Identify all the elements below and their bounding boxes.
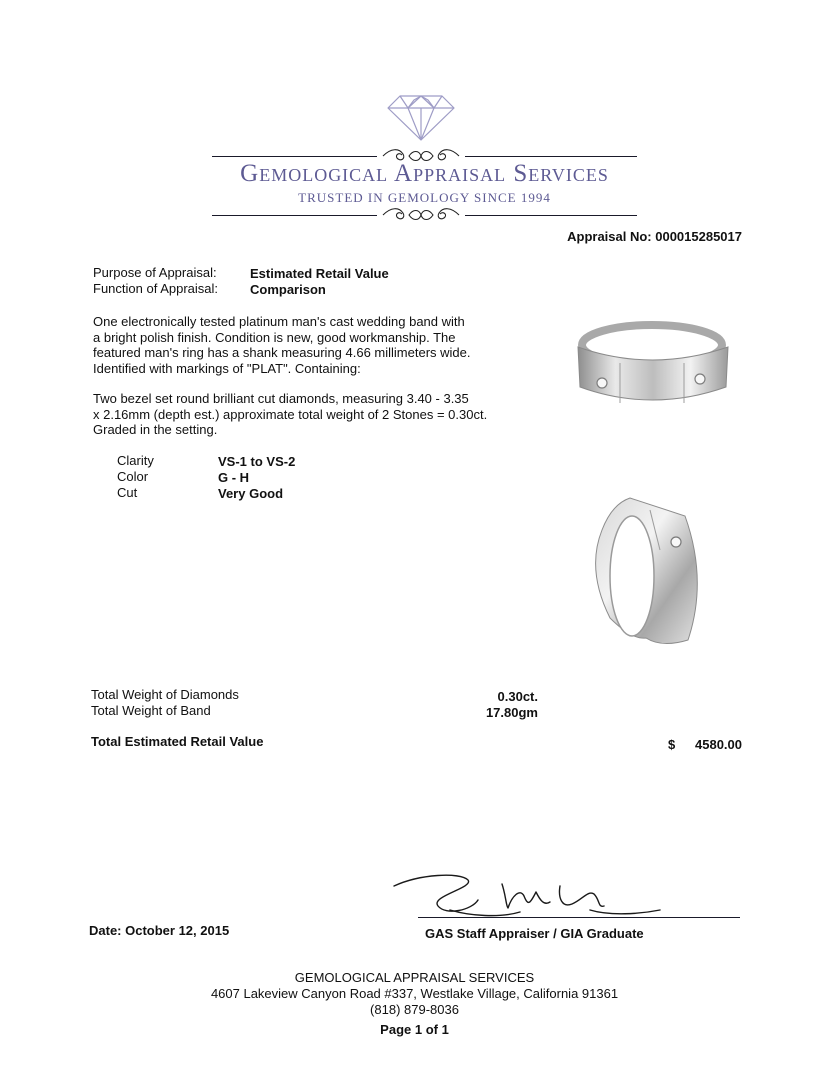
diamond-icon	[386, 94, 456, 142]
function-value: Comparison	[250, 282, 326, 297]
item-description	[93, 314, 523, 376]
purpose-label: Purpose of Appraisal:	[93, 265, 217, 280]
description-line: featured man's ring has a shank measuring 4.66 millimeters wide.	[93, 345, 471, 360]
clarity-label: Clarity	[117, 453, 154, 468]
header-rule-bottom-left	[212, 215, 377, 216]
page-number: Page 1 of 1	[380, 1022, 449, 1037]
purpose-value: Estimated Retail Value	[250, 266, 389, 281]
header-rule-left	[212, 156, 377, 157]
ring-photo-angle	[580, 490, 720, 650]
clarity-value: VS-1 to VS-2	[218, 454, 296, 469]
appraisal-date: Date: October 12, 2015	[89, 923, 230, 938]
ring-photo-front	[560, 315, 745, 415]
description-line: One electronically tested platinum man's cast wedding band with	[93, 314, 465, 329]
total-value-label: Total Estimated Retail Value	[91, 734, 264, 749]
description-line: Identified with markings of "PLAT". Containing:	[93, 360, 361, 376]
footer	[0, 970, 829, 1038]
stone-line: x 2.16mm (depth est.) approximate total weight of 2 Stones = 0.30ct.	[93, 406, 488, 422]
footer-address: 4607 Lakeview Canyon Road #337, Westlake Village, California 91361	[210, 986, 619, 1001]
header-rule-right	[465, 156, 637, 157]
stone-description	[93, 391, 533, 438]
color-label: Color	[117, 469, 149, 484]
diamond-weight-value: 0.30ct.	[497, 689, 538, 704]
cut-label: Cut	[117, 485, 138, 500]
header-rule-bottom-right	[465, 215, 637, 216]
company-name: Gemological Appraisal Services	[240, 160, 609, 187]
stone-line: Two bezel set round brilliant cut diamonds, measuring 3.40 - 3.35	[93, 391, 469, 406]
color-value: G - H	[218, 470, 250, 485]
function-label: Function of Appraisal:	[93, 281, 219, 296]
total-value-amount: 4580.00	[695, 737, 742, 752]
scroll-ornament-bottom-icon	[381, 205, 461, 225]
footer-company: GEMOLOGICAL APPRAISAL SERVICES	[294, 970, 535, 985]
signature-line	[418, 917, 740, 918]
appraisal-number: Appraisal No: 000015285017	[567, 229, 742, 244]
appraiser-title: GAS Staff Appraiser / GIA Graduate	[425, 926, 644, 941]
stone-line: Graded in the setting.	[93, 422, 218, 437]
diamond-weight-label: Total Weight of Diamonds	[91, 687, 239, 702]
description-line: a bright polish finish. Condition is new, good workmanship. The	[93, 329, 456, 345]
total-value-currency: $	[668, 737, 676, 752]
footer-phone: (818) 879-8036	[370, 1002, 459, 1017]
company-tagline: TRUSTED IN GEMOLOGY SINCE 1994	[298, 190, 551, 205]
band-weight-label: Total Weight of Band	[91, 703, 211, 718]
appraiser-signature	[390, 866, 690, 924]
band-weight-value: 17.80gm	[485, 705, 538, 720]
cut-value: Very Good	[218, 486, 284, 501]
